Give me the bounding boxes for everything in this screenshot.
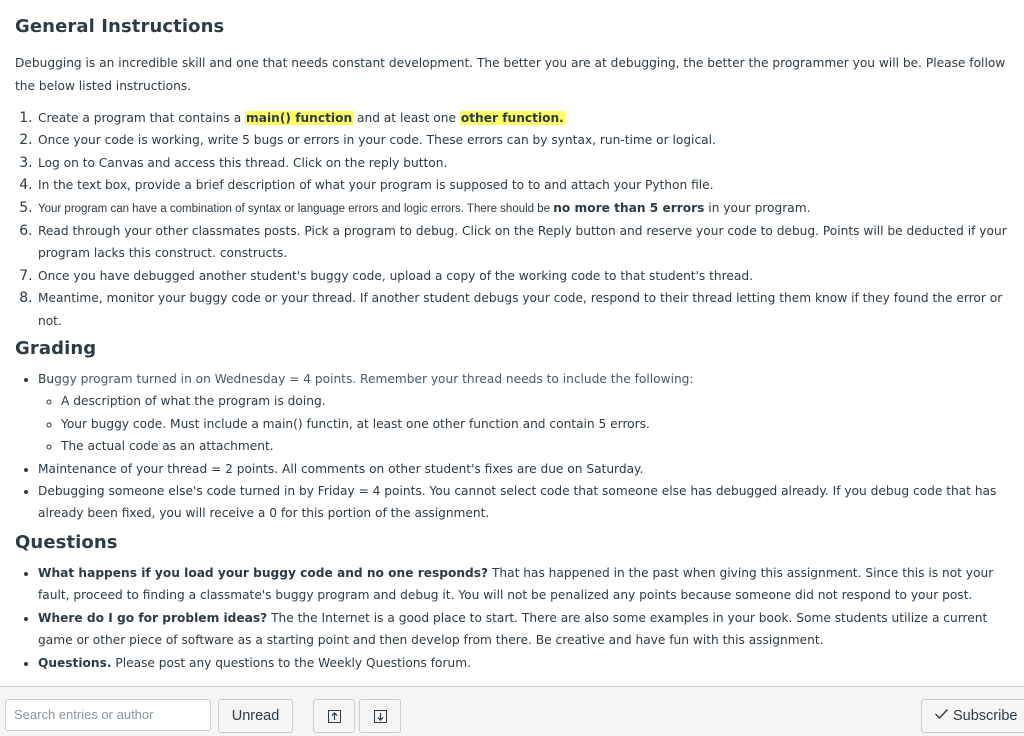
question-1-bold: What happens if you load your buggy code and no one responds? bbox=[38, 566, 489, 580]
checkmark-icon bbox=[934, 708, 949, 724]
step-5-text: Your program can have a combination of syntax or language errors and logic errors. There should be bbox=[38, 202, 554, 215]
step-1-mid: and at least one bbox=[353, 111, 460, 125]
step-2: 2. Once your code is working, write 5 bugs or errors in your code. These errors can by syntax, run-time or logical. bbox=[37, 129, 1020, 151]
step-1 bbox=[37, 107, 1020, 129]
step-3: 3. Log on to Canvas and access this thread. Click on the reply button. bbox=[37, 152, 1020, 174]
step-1-text: Create a program that contains a bbox=[38, 111, 246, 125]
highlight-main-function: main() function bbox=[246, 111, 353, 125]
expand-arrow-icon bbox=[374, 710, 387, 723]
grading-heading: Grading bbox=[15, 338, 97, 359]
discussion-content bbox=[15, 0, 1020, 686]
collapse-arrow-icon bbox=[328, 710, 341, 723]
question-1-text: That has happened in the past when giving this assignment. Since this is not your fault, proceed to finding a classmate's buggy program and debug it. You will not be penalized any points because someone did not respond to your post. bbox=[38, 566, 994, 603]
highlight-other-function: other function. bbox=[460, 111, 564, 125]
questions-heading: Questions bbox=[15, 532, 118, 553]
step-5-bold: no more than 5 errors bbox=[553, 200, 705, 215]
grading-item-1-lead: Bu bbox=[38, 372, 55, 386]
step-8: 8. Meantime, monitor your buggy code or your thread. If another student debugs your code, respond to their thread letting them know if they found the error or not. bbox=[37, 287, 1020, 332]
grading-subitem-2: ◦ Your buggy code. Must include a main() functin, at least one other function and contain 5 errors. bbox=[61, 413, 1005, 435]
step-4: 4. In the text box, provide a brief description of what your program is supposed to to and attach your Python file. bbox=[37, 174, 1020, 196]
grading-subitem-1: ◦ A description of what the program is doing. bbox=[61, 390, 1005, 412]
grading-item-buggy-program bbox=[38, 368, 1005, 458]
unread-label: Unread bbox=[231, 708, 280, 724]
question-3-bold: Questions. bbox=[38, 655, 112, 670]
question-forum bbox=[38, 652, 1005, 674]
grading-item-maintenance: • Maintenance of your thread = 2 points. All comments on other student's fixes are due on Saturday. bbox=[38, 458, 1005, 480]
subscribe-button[interactable] bbox=[921, 699, 1024, 733]
subscribe-label: Subscribe bbox=[953, 708, 1018, 724]
collapse-replies-button[interactable] bbox=[313, 699, 355, 733]
general-instructions-heading: General Instructions bbox=[15, 16, 225, 37]
expand-replies-button[interactable] bbox=[359, 699, 401, 733]
questions-section bbox=[15, 562, 1005, 674]
question-2-text: The the Internet is a good place to start. There are also some examples in your book. Some students utilize a current game or other piece of software as a starting point and then develop from there. Be creative and have fun with this assignment. bbox=[38, 610, 988, 648]
question-no-response bbox=[38, 562, 1005, 607]
intro-paragraph: Debugging is an incredible skill and one that needs constant development. The better you are at debugging, the better the programmer you will be. Please follow the below listed instructions. bbox=[15, 56, 1006, 93]
grading-section bbox=[15, 368, 1005, 525]
search-input[interactable]: Search entries or author bbox=[5, 699, 211, 731]
grading-item-debugging: • Debugging someone else's code turned in by Friday = 4 points. You cannot select code that someone else has debugged already. If you debug code that has already been fixed, you will receive a 0 for this portion of the assignment. bbox=[38, 480, 1005, 525]
instruction-steps bbox=[15, 107, 1020, 332]
discussion-toolbar bbox=[0, 686, 1024, 736]
question-3-text: Please post any questions to the Weekly Questions forum. bbox=[111, 655, 471, 670]
grading-sublist bbox=[38, 390, 1005, 457]
question-problem-ideas bbox=[38, 607, 1005, 652]
question-2-bold: Where do I go for problem ideas? bbox=[38, 610, 268, 625]
step-5 bbox=[37, 197, 1020, 220]
step-7: 7. Once you have debugged another student's buggy code, upload a copy of the working code to that student's thread. bbox=[37, 265, 1020, 287]
questions-list bbox=[15, 562, 1005, 674]
step-5-post: in your program. bbox=[704, 200, 811, 215]
step-6: 6. Read through your other classmates posts. Pick a program to debug. Click on the Reply button and reserve your code to debug. Points will be deducted if your program lacks this construct. constructs. bbox=[37, 220, 1020, 265]
grading-list bbox=[15, 368, 1005, 525]
grading-subitem-3: ◦ The actual code as an attachment. bbox=[61, 435, 1005, 457]
grading-item-1-text: ggy program turned in on Wednesday = 4 points. Remember your thread needs to include the following: bbox=[54, 372, 694, 386]
unread-filter-button[interactable] bbox=[218, 699, 293, 733]
